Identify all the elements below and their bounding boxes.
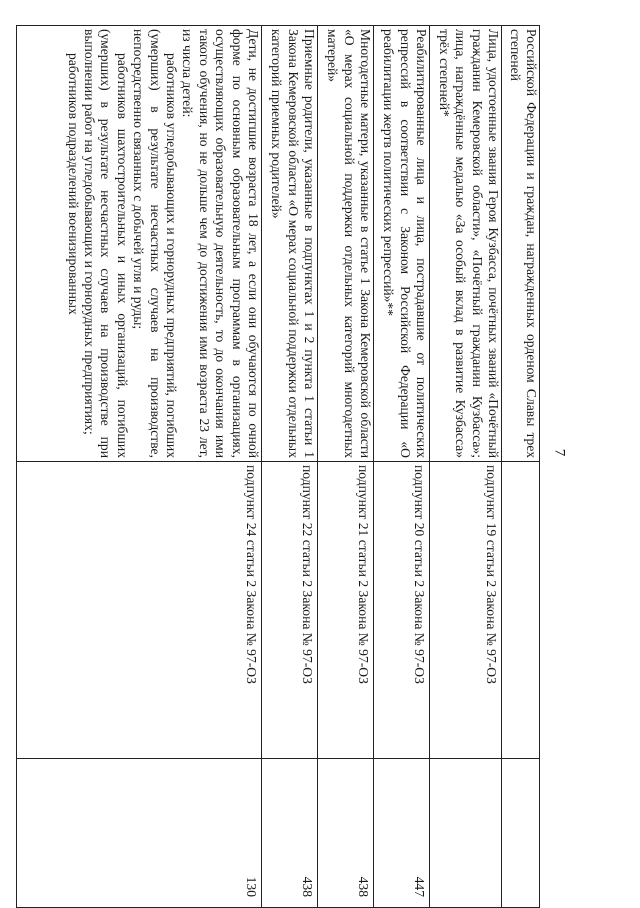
law-cell: подпункт 20 статьи 2 Закона № 97-ОЗ	[374, 462, 430, 759]
count-cell: 438	[318, 759, 374, 908]
table-row	[430, 26, 502, 908]
category-cell	[318, 26, 374, 462]
table-row	[262, 26, 318, 908]
law-cell: подпункт 22 статьи 2 Закона № 97-ОЗ	[262, 462, 318, 759]
table-row	[318, 26, 374, 908]
count-cell: 438	[262, 759, 318, 908]
category-text: Реабилитированные лица и лица, пострадавшие от политических репрессий в соответствии с Законом Российской Федерации «О реабилитации жертв политических репрессий»**	[381, 29, 429, 458]
category-subitem: работников угледобывающих и горнорудных предприятий, погибших (умерших) в результате несчастных случаев на производстве, непосредственно связанных с добычей угля и руды;	[131, 29, 179, 458]
count-cell	[430, 759, 502, 908]
category-text: Приемные родители, указанные в подпунктах 1 и 2 пункта 1 статьи 1 Закона Кемеровской области «О мерах социальной поддержки отдельных категорий приемных родителей»	[269, 29, 317, 458]
count-cell	[502, 759, 540, 908]
category-cell	[262, 26, 318, 462]
category-subitem: работников подразделений военизированных	[65, 53, 81, 315]
law-cell: подпункт 24 статьи 2 Закона № 97-ОЗ	[17, 462, 262, 759]
category-text: Многодетные матери, указанные в статье 1 Закона Кемеровской области «О мерах социальной поддержки отдельных категорий многодетных матерей»	[325, 29, 373, 458]
category-cell	[502, 26, 540, 462]
category-cell	[374, 26, 430, 462]
law-cell	[502, 462, 540, 759]
count-cell: 130	[17, 759, 262, 908]
category-cell	[430, 26, 502, 462]
law-cell: подпункт 21 статьи 2 Закона № 97-ОЗ	[318, 462, 374, 759]
law-cell: подпункт 19 статьи 2 Закона № 97-ОЗ	[430, 462, 502, 759]
beneficiaries-table	[16, 25, 540, 908]
category-text: Дети, не достигшие возраста 18 лет, а если они обучаются по очной форме по основным образовательным программам в организациях, осуществляющих образовательную деятельность, то до окончания ими такого обучения, но не дольше чем до достижения ими возраста 23 лет, из числа детей:	[180, 29, 261, 458]
table-row	[17, 26, 262, 908]
page-number: 7	[551, 448, 568, 457]
category-text: Лица, удостоенные звания Героя Кузбасса, почётных званий «Почётный гражданин Кемеровской области», «Почётный гражданин Кузбасса»; лица, награждённые медалью «За особый вклад в развитие Кузбасса» трёх степеней*	[436, 29, 501, 458]
table-row	[374, 26, 430, 908]
count-cell: 447	[374, 759, 430, 908]
category-text: Российской Федерации и граждан, награжденных орденом Славы трех степеней	[507, 29, 539, 458]
category-subitem: работников шахтостроительных и иных организаций, погибших (умерших) в результате несчастных случаев на производстве при выполнении работ на угледобывающих и горнорудных предприятиях;	[81, 29, 130, 458]
table-row	[502, 26, 540, 908]
category-cell	[17, 26, 262, 462]
